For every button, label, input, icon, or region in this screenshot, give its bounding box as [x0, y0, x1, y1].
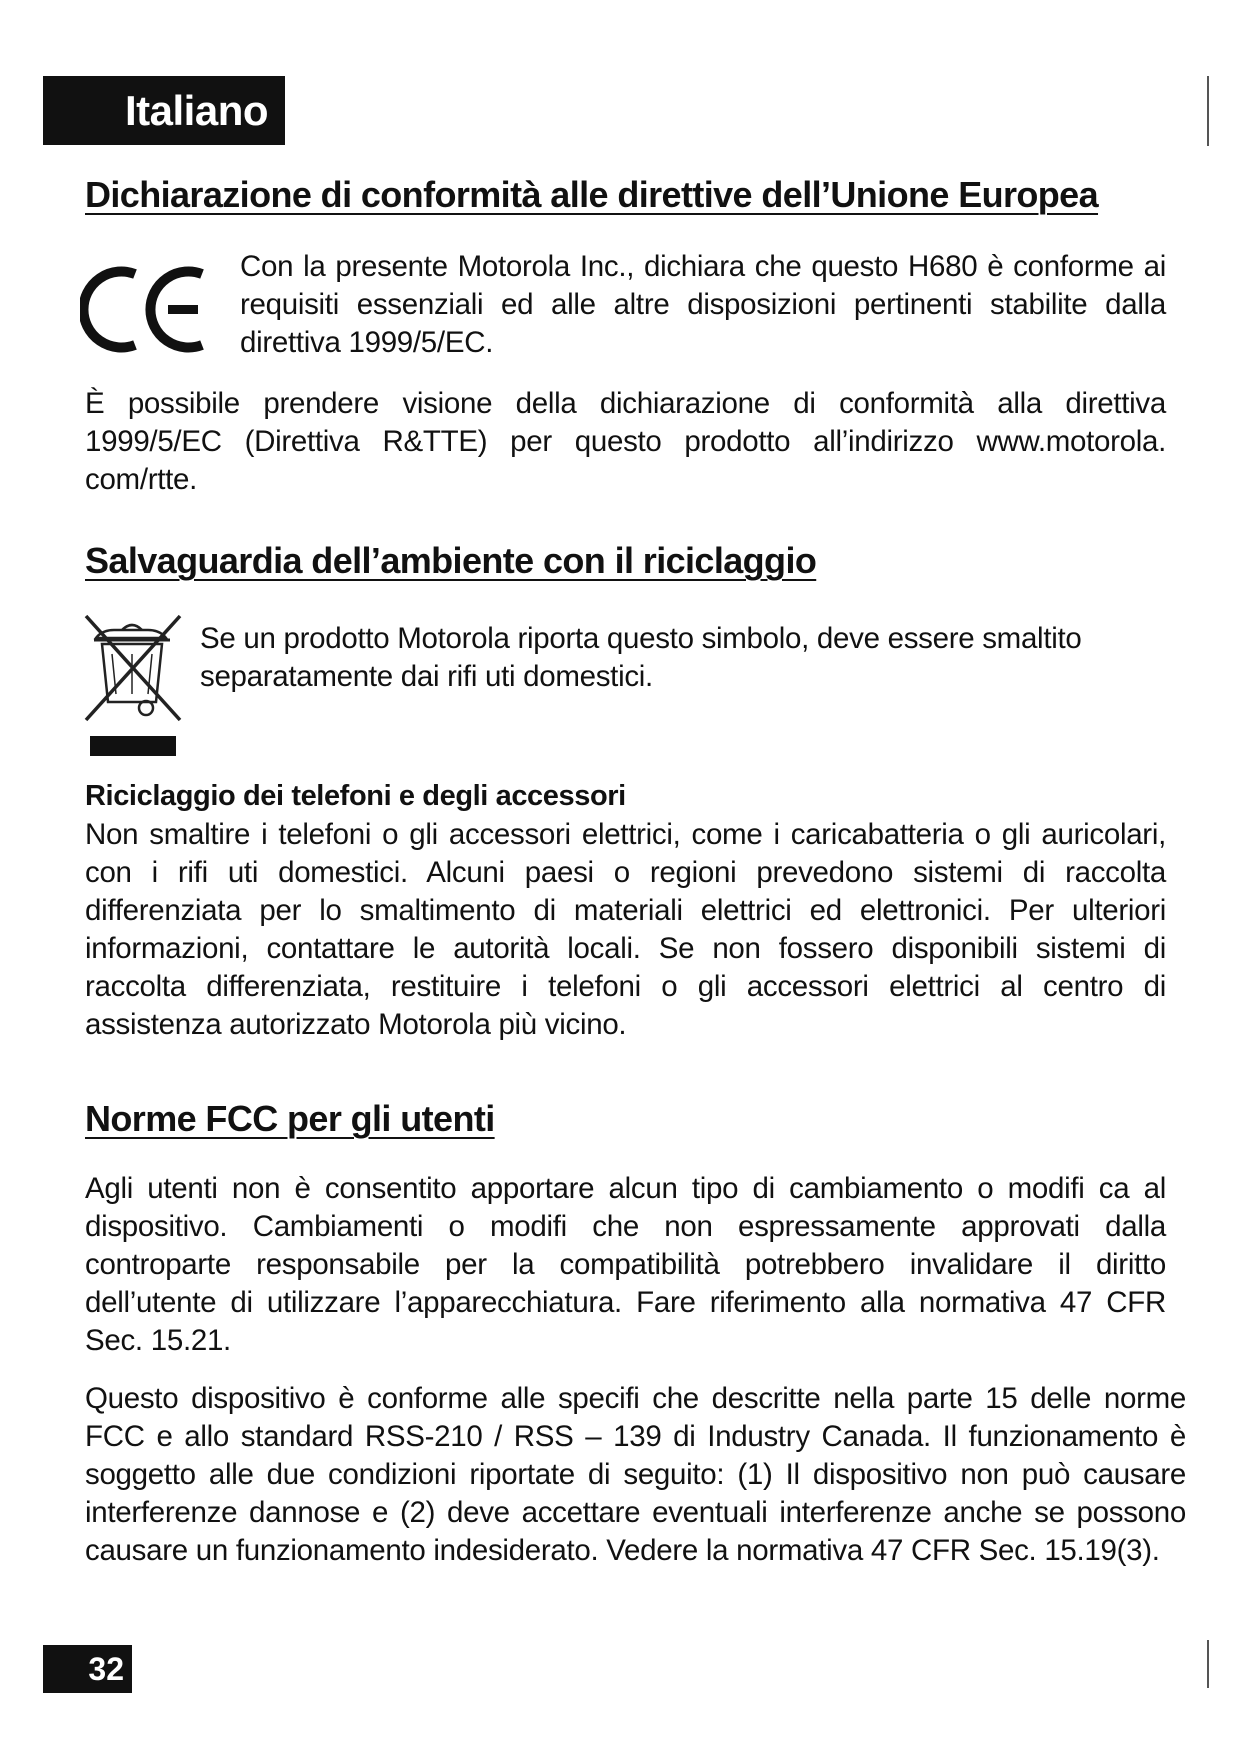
ce-mark-icon	[80, 262, 210, 357]
ce-declaration-text: Con la presente Motorola Inc., dichiara che questo H680 è conforme ai requisiti essenziali ed alle altre disposizioni pertinenti stabilite dalla direttiva 1999/5/EC.	[240, 250, 1166, 359]
language-tab: Italiano	[43, 76, 285, 145]
weee-symbol-text: Se un prodotto Motorola riporta questo simbolo, deve essere smaltito separatamente dai rifi uti domestici.	[200, 622, 1082, 693]
fcc-heading: Norme FCC per gli utenti	[85, 1098, 495, 1139]
recycling-subheading: Riciclaggio dei telefoni e degli accessori	[85, 780, 626, 812]
fcc-paragraph-2: Questo dispositivo è conforme alle specifi che descritte nella parte 15 delle norme FCC e allo standard RSS-210 / RSS – 139 di Industry Canada. Il funzionamento è soggetto alle due condizioni riportate di seguito: (1) Il dispositivo non può causare interferenze dannose e (2) deve accettare eventuali interferenze anche se possono causare un funzionamento indesiderato. Vedere la normativa 47 CFR Sec. 15.19(3).	[85, 1382, 1186, 1567]
eu-conformity-heading: Dichiarazione di conformità alle direttive dell’Unione Europea	[85, 174, 1099, 215]
crossed-out-wheelie-bin-icon	[80, 610, 186, 760]
page-number: 32	[43, 1645, 132, 1693]
edge-mark-top	[1207, 76, 1209, 146]
edge-mark-bottom	[1207, 1640, 1209, 1688]
environment-heading: Salvaguardia dell’ambiente con il riciclaggio	[85, 540, 817, 581]
recycling-paragraph: Non smaltire i telefoni o gli accessori elettrici, come i caricabatteria o gli auricolari, con i rifi uti domestici. Alcuni paesi o regioni prevedono sistemi di raccolta differenziata per lo smaltimento di materiali elettrici ed elettronici. Per ulteriori informazioni, contattare le autorità locali. Se non fossero disponibili sistemi di raccolta differenziata, restituire i telefoni o gli accessori elettrici al centro di assistenza autorizzato Motorola più vicino.	[85, 818, 1166, 1041]
fcc-paragraph-1: Agli utenti non è consentito apportare alcun tipo di cambiamento o modifi ca al dispositivo. Cambiamenti o modifi che non espressamente approvati dalla controparte responsabile per la compatibilità potrebbero invalidare il diritto dell’utente di utilizzare l’apparecchiatura. Fare riferimento alla normativa 47 CFR Sec. 15.21.	[85, 1172, 1166, 1357]
eu-declaration-paragraph: È possibile prendere visione della dichiarazione di conformità alla direttiva 1999/5/EC (Direttiva R&TTE) per questo prodotto all’indirizzo www.motorola. com/rtte.	[85, 387, 1166, 496]
